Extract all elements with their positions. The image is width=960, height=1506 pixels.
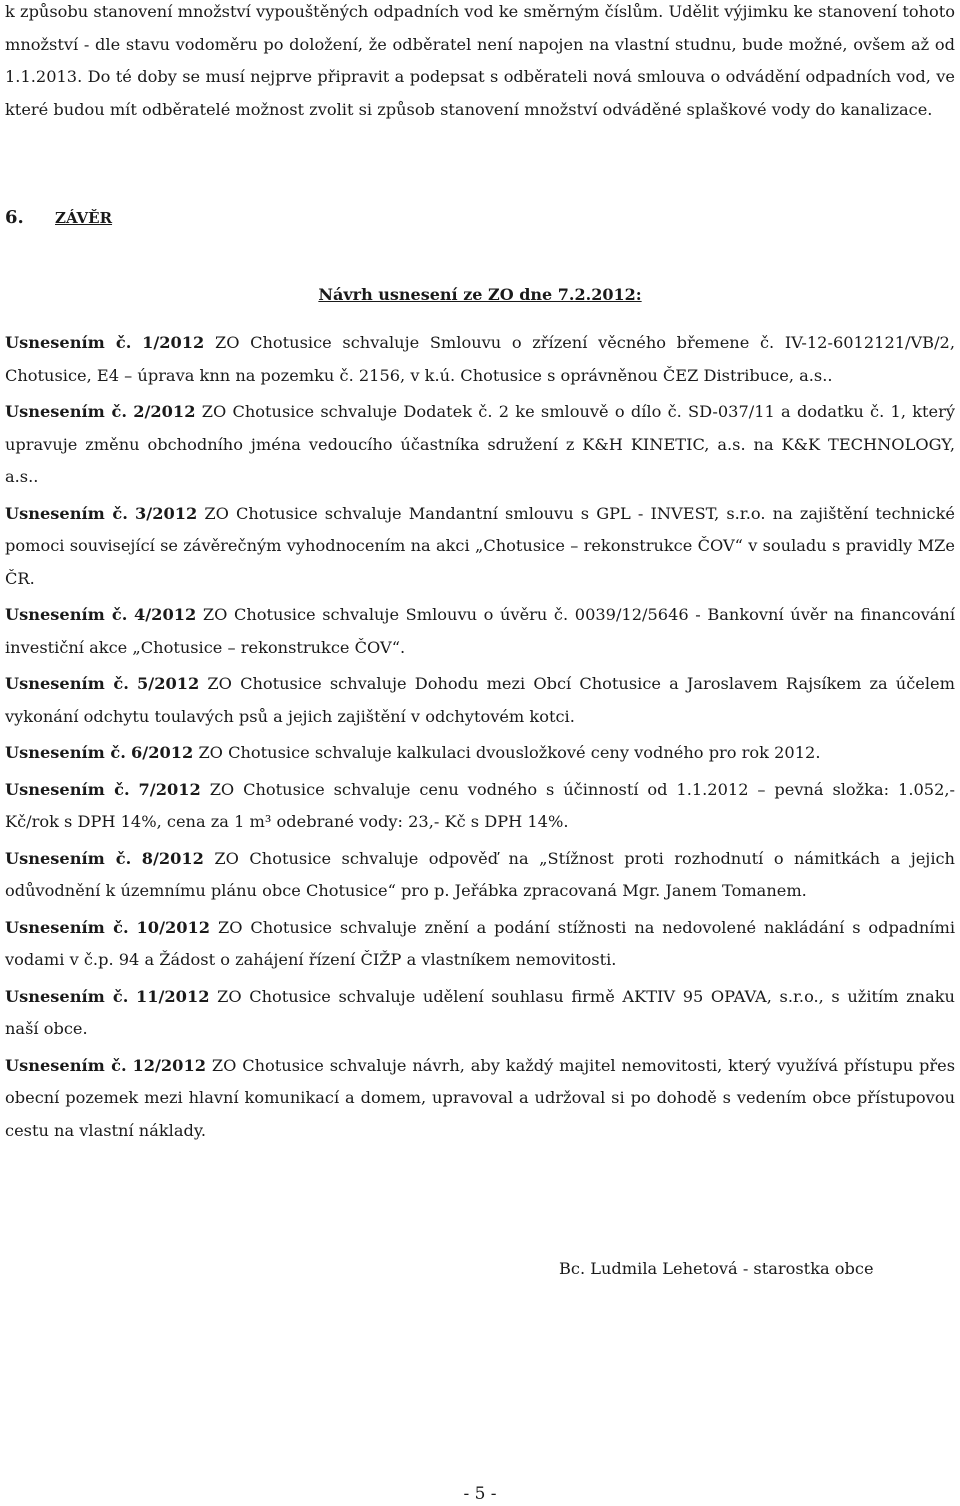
resolution-number: 12/2012 <box>132 1055 206 1075</box>
intro-paragraph: k způsobu stanovení množství vypouštěných odpadních vod ke směrným číslům. Udělit výjimku ke stanovení tohoto množství - dle stavu vodoměru po doložení, že odběratel není napojen na vlastní studnu, bude možné, ovšem až od 1.1.2013. Do té doby se musí nejprve připravit a podepsat s odběrateli nová smlouva o odvádění odpadních vod, ve které budou mít odběratelé možnost zvolit si způsob stanovení množství odváděné splaškové vody do kanalizace. <box>5 2 955 119</box>
resolution-label: Usnesením č. <box>5 402 127 421</box>
resolution-number: 6/2012 <box>131 743 194 762</box>
section-heading <box>5 207 112 228</box>
resolution-label: Usnesením č. <box>5 917 129 937</box>
resolution-text: ZO Chotusice schvaluje Smlouvu o úvěru č. 0039/12/5646 - Bankovní úvěr na financování investiční akce „Chotusice – rekonstrukce ČOV“. <box>5 605 955 657</box>
section-number: 6. <box>5 207 24 228</box>
resolution-item <box>5 737 955 770</box>
resolution-item <box>5 912 955 977</box>
resolution-label: Usnesením č. <box>5 503 128 523</box>
resolution-text: ZO Chotusice schvaluje návrh, aby každý majitel nemovitosti, který využívá přístupu přes obecní pozemek mezi hlavní komunikací a domem, upravoval a udržoval si po dohodě s vedením obce přístupovou cestu na vlastní náklady. <box>5 1055 955 1140</box>
resolution-text: ZO Chotusice schvaluje Dodatek č. 2 ke smlouvě o dílo č. SD-037/11 a dodatku č. 1, který upravuje změnu obchodního jména vedoucího účastníka sdružení z K&H KINETIC, a.s. na K&K TECHNOLOGY, a.s.. <box>5 402 955 486</box>
resolution-item <box>5 396 955 494</box>
resolution-text: ZO Chotusice schvaluje Mandantní smlouvu s GPL - INVEST, s.r.o. na zajištění technické pomoci související se závěrečným vyhodnocením na akci „Chotusice – rekonstrukce ČOV“ v souladu s pravidly MZe ČR. <box>5 503 955 588</box>
resolutions-list <box>5 327 955 1151</box>
document-page <box>5 0 956 1140</box>
resolution-number: 7/2012 <box>138 779 201 799</box>
resolution-number: 10/2012 <box>136 917 211 937</box>
resolution-label: Usnesením č. <box>5 848 132 868</box>
resolution-number: 1/2012 <box>142 333 205 352</box>
resolution-label: Usnesením č. <box>5 674 129 693</box>
resolution-item <box>5 498 955 596</box>
resolution-text: ZO Chotusice schvaluje Smlouvu o zřízení věcného břemene č. IV-12-6012121/VB/2, Chotusice, E4 – úprava knn na pozemku č. 2156, v k.ú. Chotusice s oprávněnou ČEZ Distribuce, a.s.. <box>5 333 955 385</box>
resolution-number: 11/2012 <box>135 986 210 1006</box>
resolution-text: ZO Chotusice schvaluje Dohodu mezi Obcí Chotusice a Jaroslavem Rajsíkem za účelem vykonání odchytu toulavých psů a jejich zajištění v odchytovém kotci. <box>5 674 955 726</box>
resolution-text: ZO Chotusice schvaluje udělení souhlasu firmě AKTIV 95 OPAVA, s.r.o., s užitím znaku naší obce. <box>5 986 955 1038</box>
resolution-label: Usnesením č. <box>5 986 129 1006</box>
proposal-heading: Návrh usnesení ze ZO dne 7.2.2012: <box>318 285 642 304</box>
resolution-label: Usnesením č. <box>5 743 126 762</box>
resolution-item <box>5 1050 955 1148</box>
resolution-number: 3/2012 <box>135 503 198 523</box>
page-number: - 5 - <box>463 1484 497 1504</box>
resolution-item <box>5 981 955 1046</box>
resolution-number: 2/2012 <box>133 402 196 421</box>
resolution-label: Usnesením č. <box>5 605 128 624</box>
resolution-number: 8/2012 <box>141 848 204 868</box>
resolution-number: 4/2012 <box>134 605 197 624</box>
section-title: ZÁVĚR <box>55 209 113 227</box>
resolution-text: ZO Chotusice schvaluje kalkulaci dvousložkové ceny vodného pro rok 2012. <box>198 743 821 762</box>
signature: Bc. Ludmila Lehetová - starostka obce <box>559 1259 874 1278</box>
resolution-label: Usnesením č. <box>5 333 132 352</box>
resolution-label: Usnesením č. <box>5 779 130 799</box>
resolution-text: ZO Chotusice schvaluje znění a podání stížnosti na nedovolené nakládání s odpadními vodami v č.p. 94 a Žádost o zahájení řízení ČIŽP a vlastníkem nemovitosti. <box>5 917 956 969</box>
resolution-text: ZO Chotusice schvaluje odpověď na „Stížnost proti rozhodnutí o námitkách a jejich odůvodnění k územnímu plánu obce Chotusice“ pro p. Jeřábka zpracovaná Mgr. Janem Tomanem. <box>5 848 955 900</box>
resolution-item <box>5 668 955 733</box>
resolution-item <box>5 327 955 392</box>
resolution-label: Usnesením č. <box>5 1055 127 1075</box>
resolution-item <box>5 599 955 664</box>
resolution-item <box>5 774 955 839</box>
resolution-text: ZO Chotusice schvaluje cenu vodného s účinností od 1.1.2012 – pevná složka: 1.052,- Kč/rok s DPH 14%, cena za 1 m³ odebrané vody: 23,- Kč s DPH 14%. <box>5 779 955 831</box>
resolution-item <box>5 843 955 908</box>
resolution-number: 5/2012 <box>137 674 200 693</box>
